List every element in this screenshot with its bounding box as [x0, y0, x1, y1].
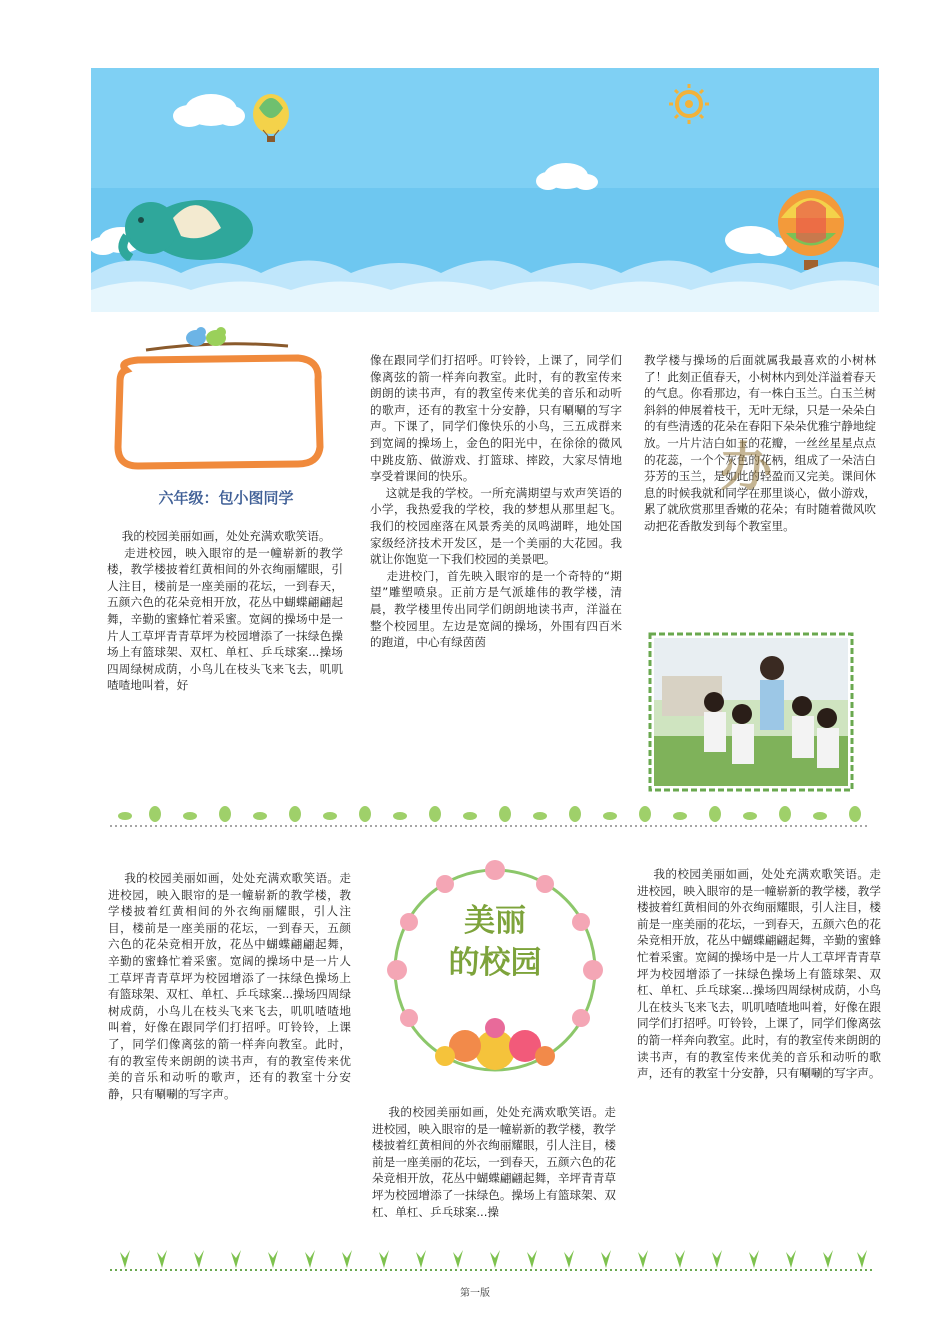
header-banner — [91, 68, 879, 312]
wreath-title — [425, 900, 565, 984]
students-photo — [642, 626, 860, 798]
sun-icon — [669, 84, 709, 124]
top-column-3: 教学楼与操场的后面就属我最喜欢的小树林了！此刻正值春天，小树林内到处洋溢着春天的气息。你看那边，有一株白玉兰。白玉兰树斜斜的伸展着枝干，无叶无绿，只是一朵朵白的有些清透的花朵在春阳下朵朵优雅宁静地绽放。一片片洁白如玉的花瓣，一丝丝星星点点的花蕊，一个个灰色的花柄，组成了一朵洁白芬芳的玉兰，是如此的轻盈而又完美。课间休息的时候我就和同学在那里谈心，做小游戏，累了就欣赏那里香嫩的花朵；有时随着微风吹动把花香散发到每个教室里。 — [644, 353, 876, 533]
grass-border — [110, 1244, 875, 1274]
bottom-column-2: 我的校园美丽如画，处处充满欢歌笑语。走进校园，映入眼帘的是一幢崭新的教学楼，教学楼披着红黄相间的外衣绚丽耀眼，引人注目，楼前是一座美丽的花坛，一到春天，五颜六色的花朵竞相开放，花丛中蝴蝶翩翩起舞，辛坪青青草坪为校园增添了一抹绿色。操场上有篮球架、双杠、单杠、乒乓球案...操 — [372, 1105, 616, 1219]
top-column-2: 像在跟同学们打招呼。叮铃铃，上课了，同学们像离弦的箭一样奔向教室。此时，有的教室传来朗朗的读书声，有的教室传来优美的音乐和动听的歌声，还有的教室十分安静，只有唰唰的写字声。下课了，同学们像快乐的小鸟，三五成群来到宽阔的操场上，金色的阳光中，在徐徐的微风中跳皮筋、做游戏、打篮球、摔跤，大家尽情地享受着课间的快乐。 这就是我的学校。一所充满期望与欢声笑语的小学，我热爱我的学校，我的梦想从那里起飞。我们的校园座落在风景秀美的凤鸣湖畔，地处国家级经济技术开发区，是一个美丽的大花园。我就让你饱览一下我们校园的美景吧。 走进校门，首先映入眼帘的是一个奇特的“期望”雕塑喷泉。正前方是气派雄伟的教学楼，清晨，教学楼里传出同学们朗朗地读书声，洋溢在整个校园里。左边是宽阔的操场，外围有四百米的跑道，中心有绿茵茵 — [370, 353, 622, 650]
wreath-title-line1: 美丽 — [464, 903, 526, 939]
page-number: 第一版 — [460, 1288, 490, 1299]
bottom-column-1: 我的校园美丽如画，处处充满欢歌笑语。走进校园，映入眼帘的是一幢崭新的教学楼，教学楼披着红黄相间的外衣绚丽耀眼，引人注目，楼前是一座美丽的花坛，一到春天，五颜六色的花朵竞相开放，花丛中蝴蝶翩翩起舞，辛勤的蜜蜂忙着采蜜。宽阔的操场中是一片人工草坪青青草坪为校园增添了一抹绿色操场上有篮球架、双杠、单杠、乒乓球案...操场四周绿树成荫，小鸟儿在枝头飞来飞去，叽叽喳喳地叫着，好像在跟同学们打招呼。叮铃铃，上课了，同学们像离弦的箭一样奔向教室。此时，有的教室传来朗朗的读书声，有的教室传来优美的音乐和动听的歌声，还有的教室十分安静，只有唰唰的写字声。 — [108, 871, 351, 1101]
picture-frame-illustration — [108, 322, 324, 472]
bottom-column-3: 我的校园美丽如画，处处充满欢歌笑语。走进校园，映入眼帘的是一幢崭新的教学楼，教学楼披着红黄相间的外衣绚丽耀眼，引人注目，楼前是一座美丽的花坛，一到春天，五颜六色的花朵竞相开放，花丛中蝴蝶翩翩起舞，辛勤的蜜蜂忙着采蜜。宽阔的操场中是一片人工草坪青青草坪为校园增添了一抹绿色操场上有篮球架、双杠、单杠、乒乓球案...操场四周绿树成荫，小鸟儿在枝头飞来飞去，叽叽喳喳地叫着，好像在跟同学们打招呼。叮铃铃，上课了，同学们像离弦的箭一样奔向教室。此时，有的教室传来朗朗的读书声，有的教室传来优美的音乐和动听的歌声，还有的教室十分安静，只有唰唰的写字声。 — [637, 867, 881, 1081]
bird-icon — [186, 327, 206, 346]
title-frame — [108, 322, 324, 472]
school-photo — [642, 626, 860, 798]
grade-label: 六年级：包小图同学 — [158, 489, 294, 507]
sky-illustration — [91, 68, 879, 312]
top-column-1: 我的校园美丽如画，处处充满欢歌笑语。 走进校园，映入眼帘的是一幢崭新的教学楼，教学楼披着红黄相间的外衣绚丽耀眼，引人注目，楼前是一座美丽的花坛，一到春天，五颜六色的花朵竞相开放，花丛中蝴蝶翩翩起舞，辛勤的蜜蜂忙着采蜜。宽阔的操场中是一片人工草坪青青草坪为校园增添了一抹绿色操场上有篮球架、双杠、单杠、乒乓球案...操场四周绿树成荫，小鸟儿在枝头飞来飞去，叽叽喳喳地叫着，好 — [107, 529, 343, 693]
overlay-character: 办 — [720, 438, 773, 498]
elephant-illustration — [123, 200, 253, 260]
bird-icon — [206, 327, 226, 346]
wreath-title-line2: 的校园 — [448, 945, 542, 981]
leaf-divider — [110, 800, 870, 832]
